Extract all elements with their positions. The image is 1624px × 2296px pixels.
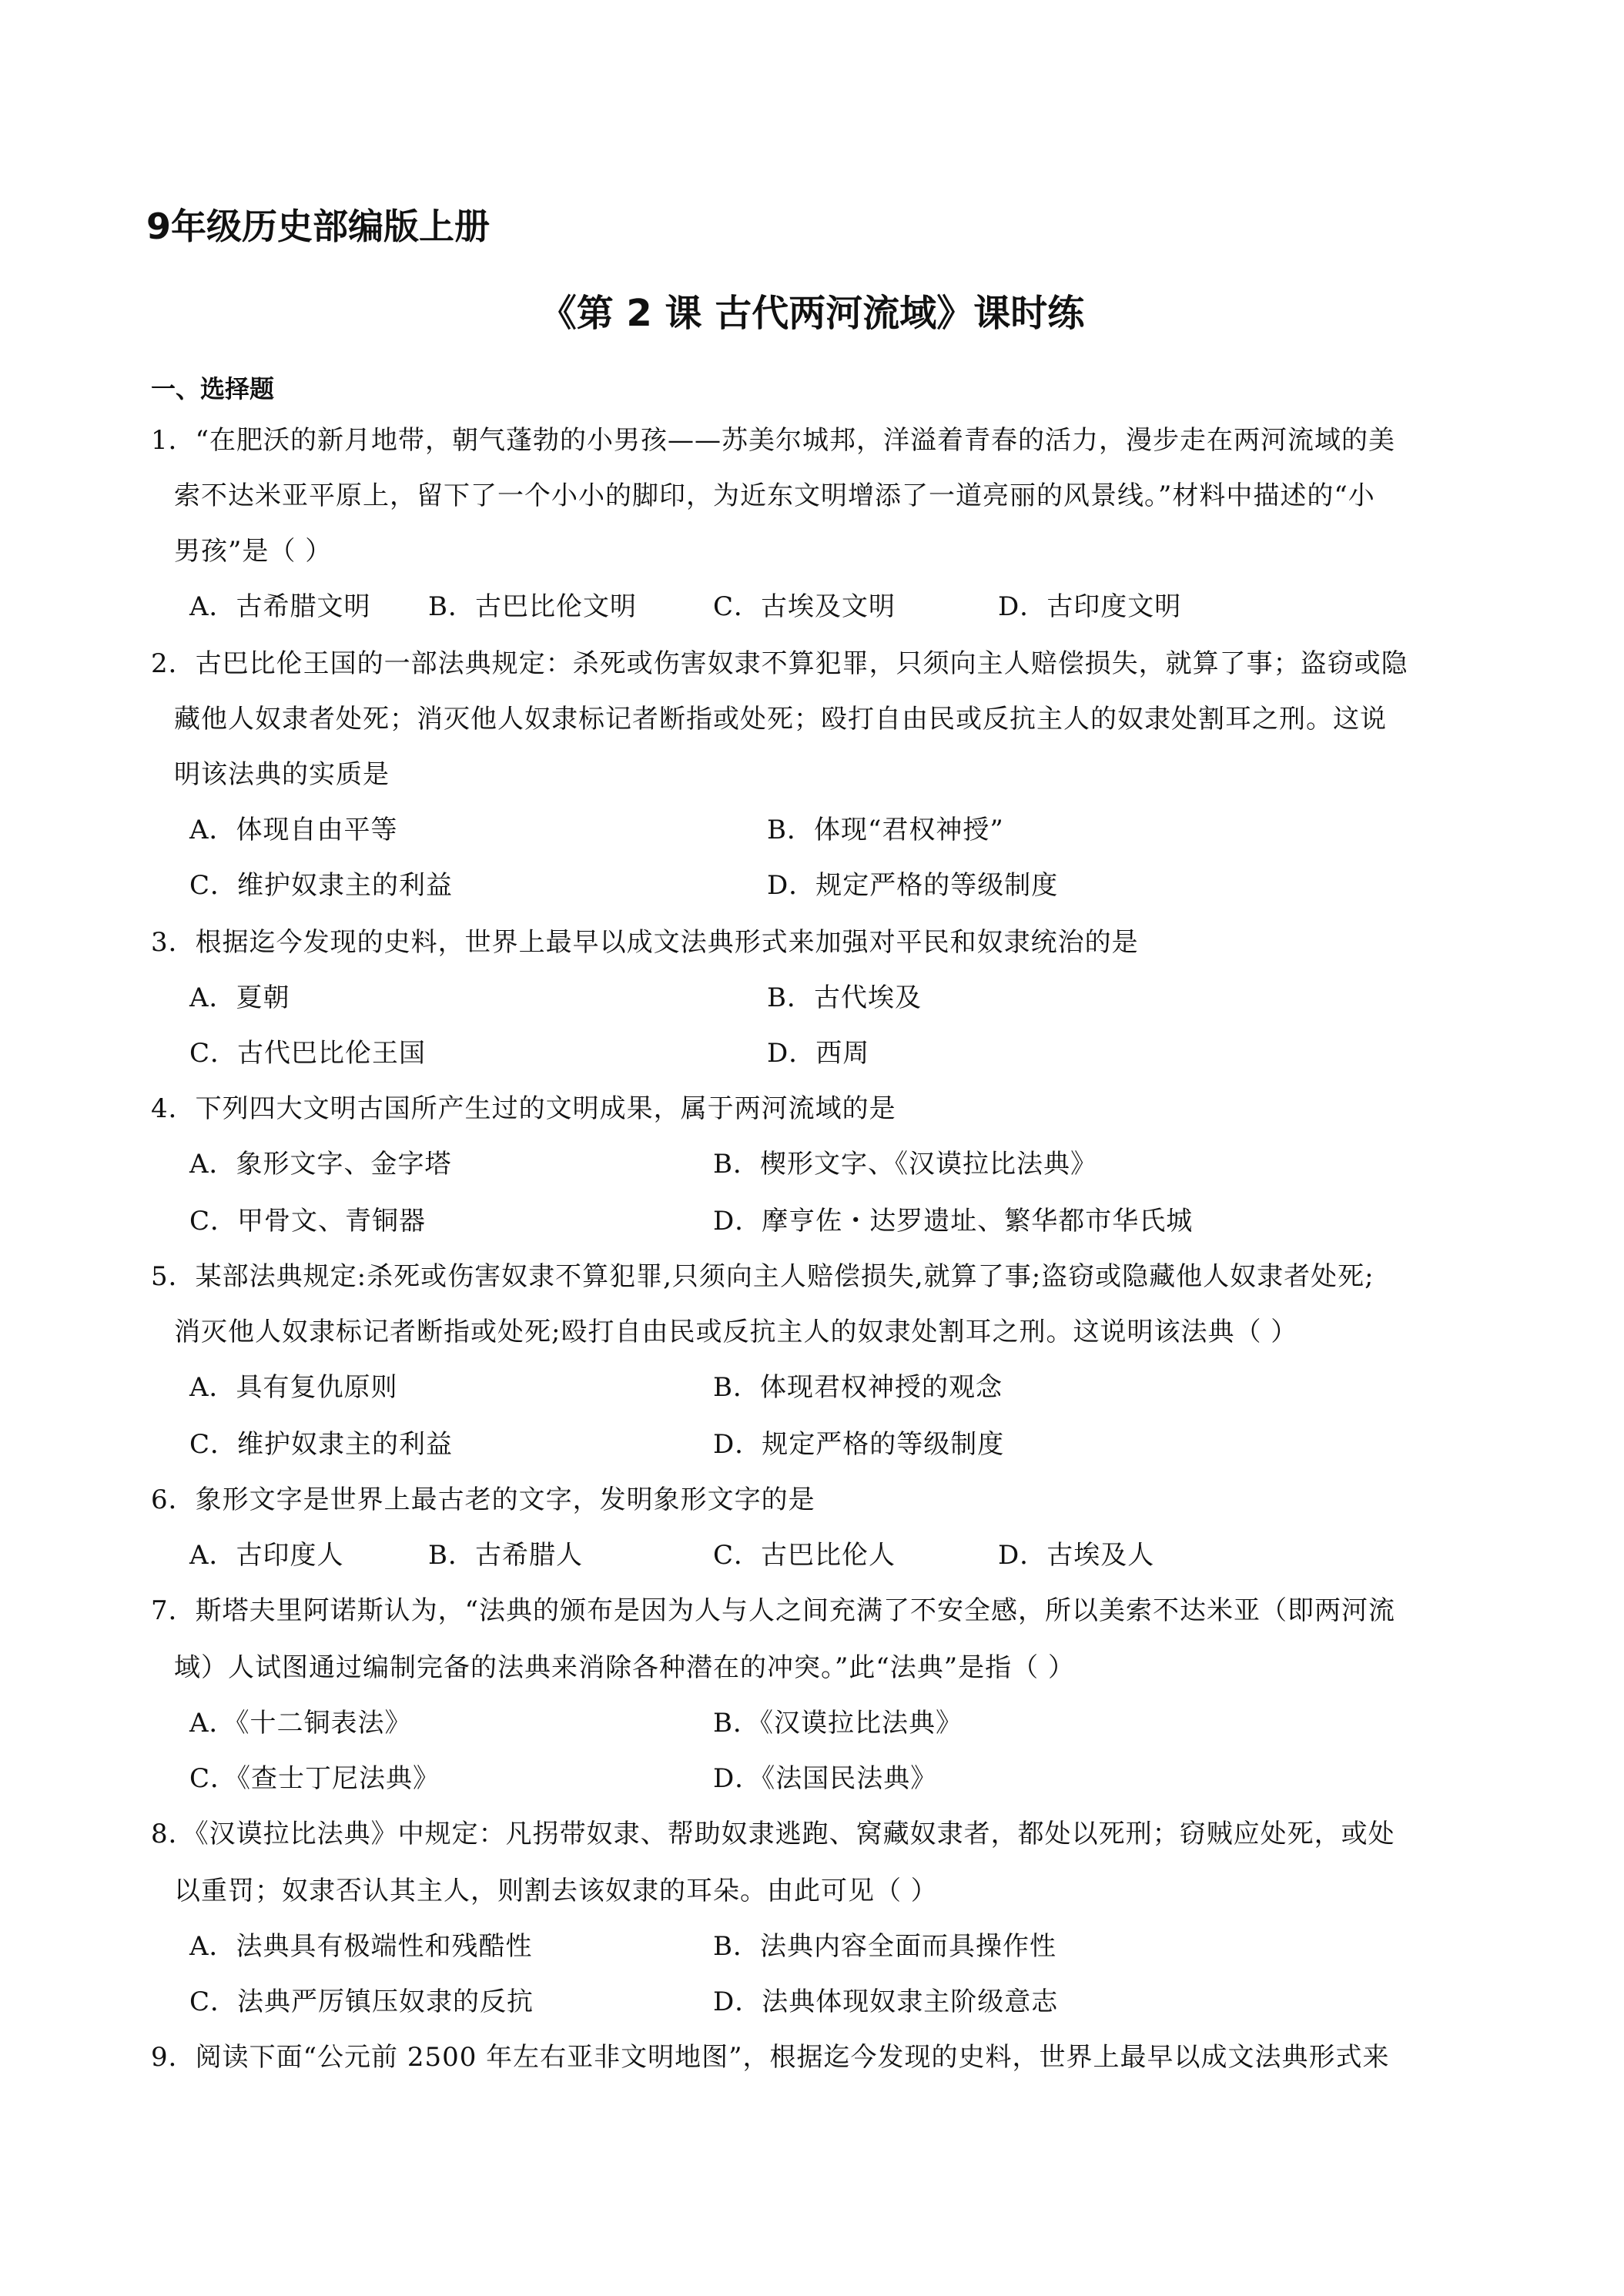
question-1-option-d: D．古印度文明 <box>998 591 1182 622</box>
question-5-line-1: 5．某部法典规定:杀死或伤害奴隶不算犯罪,只须向主人赔偿损失,就算了事;盗窃或隐藏他人奴隶者处死; <box>151 1261 1375 1292</box>
question-2-line-3: 明该法典的实质是 <box>174 759 390 790</box>
question-3-option-d: D．西周 <box>767 1038 870 1069</box>
question-6-option-a: A．古印度人 <box>189 1540 344 1571</box>
question-7-option-b: B．《汉谟拉比法典》 <box>713 1708 963 1739</box>
question-6-option-d: D．古埃及人 <box>998 1540 1155 1571</box>
question-7-line-2: 域）人试图通过编制完备的法典来消除各种潜在的冲突。”此“法典”是指（ ） <box>174 1652 1075 1683</box>
question-3-option-b: B．古代埃及 <box>767 982 922 1013</box>
question-8-option-c: C．法典严厉镇压奴隶的反抗 <box>189 1986 534 2017</box>
question-8-option-a: A．法典具有极端性和残酷性 <box>189 1931 533 1962</box>
question-6-option-b: B．古希腊人 <box>428 1540 583 1571</box>
question-5-line-2: 消灭他人奴隶标记者断指或处死;殴打自由民或反抗主人的奴隶处割耳之刑。这说明该法典（ ） <box>174 1317 1298 1347</box>
question-2-option-b: B．体现“君权神授” <box>767 815 1004 845</box>
question-6-option-c: C．古巴比伦人 <box>713 1540 896 1571</box>
question-8-line-2: 以重罚；奴隶否认其主人，则割去该奴隶的耳朵。由此可见（ ） <box>174 1876 938 1906</box>
question-4-line-1: 4．下列四大文明古国所产生过的文明成果，属于两河流域的是 <box>151 1093 896 1124</box>
question-4-option-a: A．象形文字、金字塔 <box>189 1149 452 1180</box>
question-1-line-2: 索不达米亚平原上，留下了一个小小的脚印，为近东文明增添了一道亮丽的风景线。”材料中描述的“小 <box>174 480 1375 511</box>
question-5-option-a: A．具有复仇原则 <box>189 1372 398 1403</box>
question-8-line-1: 8．《汉谟拉比法典》中规定：凡拐带奴隶、帮助奴隶逃跑、窝藏奴隶者，都处以死刑；窃贼应处死，或处 <box>151 1819 1395 1849</box>
question-2-option-d: D．规定严格的等级制度 <box>767 870 1059 901</box>
question-1-line-1: 1．“在肥沃的新月地带，朝气蓬勃的小男孩——苏美尔城邦，洋溢着青春的活力，漫步走在两河流域的美 <box>151 425 1396 456</box>
question-7-option-c: C．《查士丁尼法典》 <box>189 1763 440 1794</box>
question-1-line-3: 男孩”是（ ） <box>174 536 333 567</box>
question-9-line-1: 9．阅读下面“公元前 2500 年左右亚非文明地图”，根据迄今发现的史料，世界上最早以成文法典形式来 <box>151 2042 1390 2073</box>
question-6-line-1: 6．象形文字是世界上最古老的文字，发明象形文字的是 <box>151 1484 815 1515</box>
question-3-option-a: A．夏朝 <box>189 982 290 1013</box>
grade-title: 9年级历史部编版上册 <box>146 206 491 247</box>
question-5-option-c: C．维护奴隶主的利益 <box>189 1429 454 1460</box>
question-1-option-a: A．古希腊文明 <box>189 591 371 622</box>
question-7-option-a: A．《十二铜表法》 <box>189 1708 412 1739</box>
question-5-option-d: D．规定严格的等级制度 <box>713 1429 1005 1460</box>
section-title: 一、选择题 <box>151 374 275 403</box>
question-3-option-c: C．古代巴比伦王国 <box>189 1038 427 1069</box>
question-2-line-2: 藏他人奴隶者处死；消灭他人奴隶标记者断指或处死；殴打自由民或反抗主人的奴隶处割耳之刑。这说 <box>174 704 1387 735</box>
question-7-option-d: D．《法国民法典》 <box>713 1763 938 1794</box>
question-5-option-b: B．体现君权神授的观念 <box>713 1372 1003 1403</box>
question-3-line-1: 3．根据迄今发现的史料，世界上最早以成文法典形式来加强对平民和奴隶统治的是 <box>151 927 1139 958</box>
question-2-option-a: A．体现自由平等 <box>189 815 398 845</box>
question-2-option-c: C．维护奴隶主的利益 <box>189 870 454 901</box>
question-2-line-1: 2．古巴比伦王国的一部法典规定：杀死或伤害奴隶不算犯罪，只须向主人赔偿损失，就算了事；盗窃或隐 <box>151 648 1408 679</box>
question-4-option-c: C．甲骨文、青铜器 <box>189 1206 427 1237</box>
question-1-option-b: B．古巴比伦文明 <box>428 591 637 622</box>
question-8-option-b: B．法典内容全面而具操作性 <box>713 1931 1056 1962</box>
question-1-option-c: C．古埃及文明 <box>713 591 896 622</box>
lesson-title: 《第 2 课 古代两河流域》课时练 <box>539 292 1085 335</box>
question-4-option-b: B．楔形文字、《汉谟拉比法典》 <box>713 1149 1097 1180</box>
question-4-option-d: D．摩亨佐・达罗遗址、繁华都市华氏城 <box>713 1206 1194 1237</box>
question-8-option-d: D．法典体现奴隶主阶级意志 <box>713 1986 1059 2017</box>
question-7-line-1: 7．斯塔夫里阿诺斯认为，“法典的颁布是因为人与人之间充满了不安全感，所以美索不达米亚（即两河流 <box>151 1595 1396 1626</box>
